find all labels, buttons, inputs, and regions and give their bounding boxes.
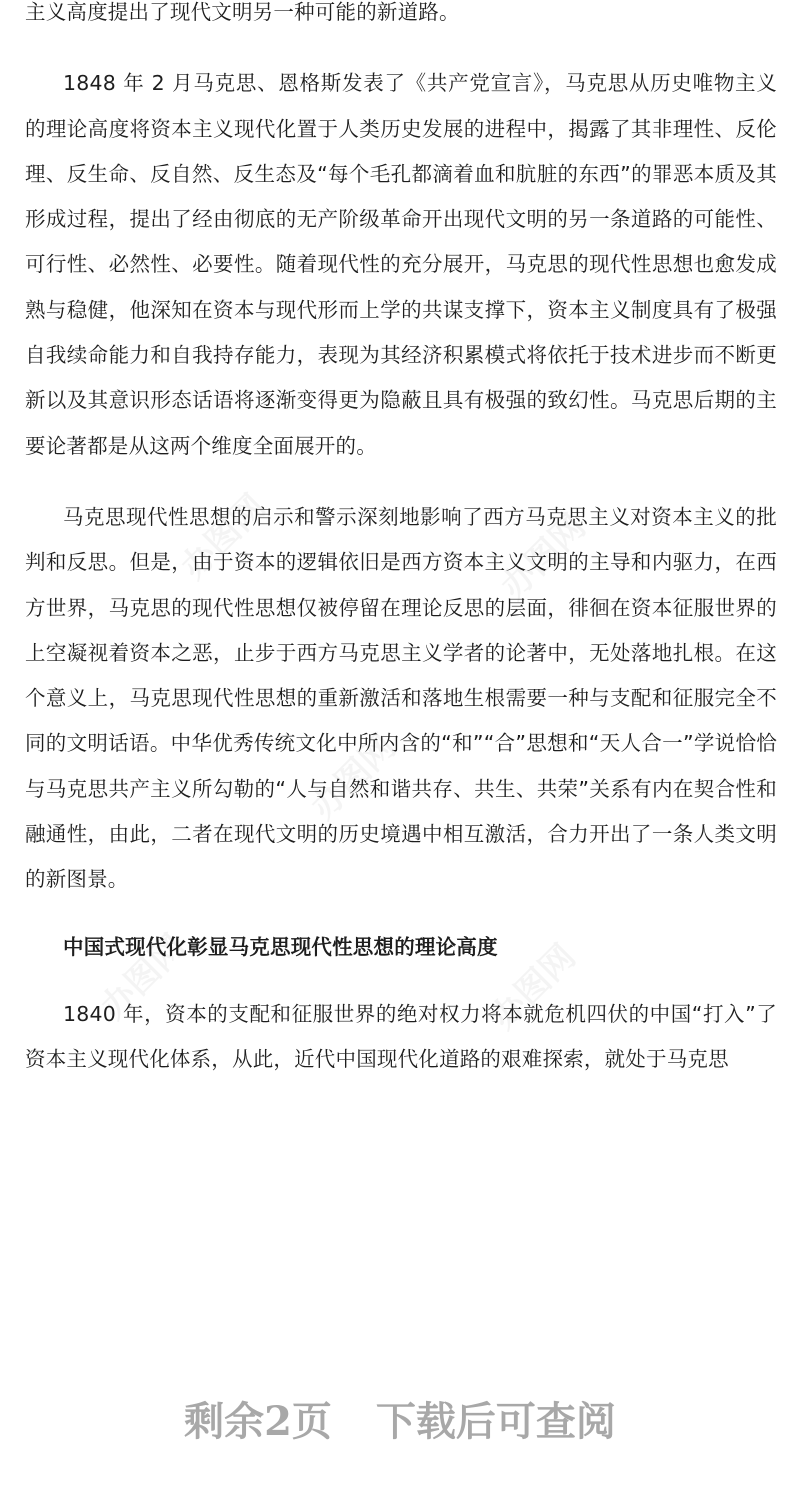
- remaining-pages-label: 剩余2页: [184, 1398, 332, 1445]
- article-body: [25, 0, 777, 1082]
- download-hint-label: 下载后可查阅: [375, 1398, 616, 1445]
- section-heading: 中国式现代化彰显马克思现代性思想的理论高度: [63, 934, 498, 959]
- download-prompt-banner[interactable]: [0, 1392, 800, 1452]
- paragraph-1840: 1840 年，资本的支配和征服世界的绝对权力将本就危机四伏的中国“打入”了资本主义现代化体系，从此，近代中国现代化道路的艰难探索，就处于马克思: [25, 1001, 777, 1071]
- paragraph-continuation: 主义高度提出了现代文明另一种可能的新道路。: [25, 0, 460, 24]
- paragraph-communist-manifesto: 1848 年 2 月马克思、恩格斯发表了《共产党宣言》，马克思从历史唯物主义的理论高度将资本主义现代化置于人类历史发展的进程中，揭露了其非理性、反伦理、反生命、反自然、反生态及“每个毛孔都滴着血和肮脏的东西”的罪恶本质及其形成过程，提出了经由彻底的无产阶级革命开出现代文明的另一条道路的可能性、可行性、必然性、必要性。随着现代性的充分展开，马克思的现代性思想也愈发成熟与稳健，他深知在资本与现代形而上学的共谋支撑下，资本主义制度具有了极强自我续命能力和自我持存能力，表现为其经济积累模式将依托于技术进步而不断更新以及其意识形态话语将逐渐变得更为隐蔽且具有极强的致幻性。马克思后期的主要论著都是从这两个维度全面展开的。: [25, 71, 777, 458]
- paragraph-western-marxism: 马克思现代性思想的启示和警示深刻地影响了西方马克思主义对资本主义的批判和反思。但是，由于资本的逻辑依旧是西方资本主义文明的主导和内驱力，在西方世界，马克思的现代性思想仅被停留在理论反思的层面，徘徊在资本征服世界的上空凝视着资本之恶，止步于西方马克思主义学者的论著中，无处落地扎根。在这个意义上，马克思现代性思想的重新激活和落地生根需要一种与支配和征服完全不同的文明话语。中华优秀传统文化中所内含的“和”“合”思想和“天人合一”学说恰恰与马克思共产主义所勾勒的“人与自然和谐共存、共生、共荣”关系有内在契合性和融通性，由此，二者在现代文明的历史境遇中相互激活，合力开出了一条人类文明的新图景。: [25, 504, 777, 892]
